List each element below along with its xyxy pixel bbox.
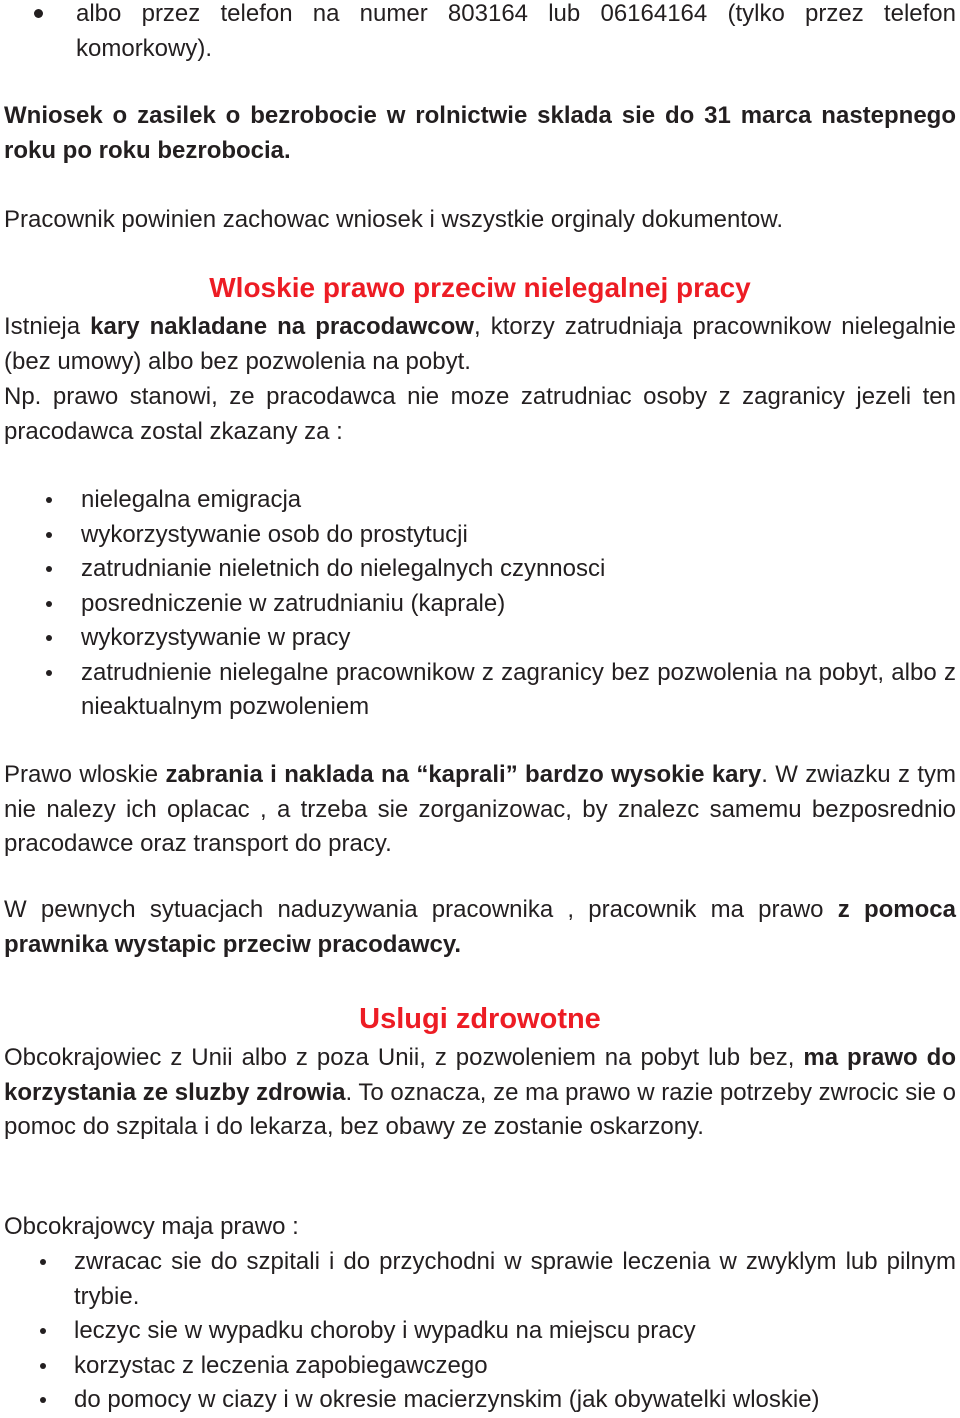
bullet-icon	[46, 532, 52, 538]
deadline-text: Wniosek o zasilek o bezrobocie w rolnictwie sklada sie do 31 marca nastepnego roku po roku bezrobocia.	[4, 102, 956, 164]
rights-intro-text: Obcokrajowcy maja prawo :	[4, 1213, 299, 1240]
list-item	[81, 656, 956, 725]
kaprale-paragraph	[4, 758, 956, 862]
list-item	[74, 1245, 956, 1314]
intro-bullet-text: albo przez telefon na numer 803164 lub 06164164 (tylko przez telefon komorkowy).	[76, 0, 956, 62]
list-item	[76, 0, 956, 66]
health-right-item-text: zwracac sie do szpitali i do przychodni w sprawie leczenia w zwyklym lub pilnym trybie.	[74, 1248, 956, 1310]
list-item	[81, 483, 956, 518]
bullet-icon	[46, 635, 52, 641]
health-rights-text-c: . To oznacza, ze ma prawo w razie potrzeby zwrocic sie o pomoc do szpitala i do lekarza, bez obawy ze zostanie oskarzony.	[4, 1078, 957, 1140]
bullet-icon	[34, 9, 43, 18]
abuse-text-a: W pewnych sytuacjach naduzywania pracownika , pracownik ma prawo	[4, 896, 838, 923]
offence-item-text: zatrudnianie nieletnich do nielegalnych czynnosci	[81, 555, 606, 582]
offence-item-text: wykorzystywanie osob do prostytucji	[81, 520, 468, 548]
penalties-text-c: , ktorzy zatrudniaja pracownikow nielegalnie (bez umowy) albo bez pozwolenia na pobyt.	[4, 313, 956, 375]
keep-documents-paragraph	[4, 203, 956, 238]
bullet-icon	[46, 601, 52, 607]
penalties-text-a: Istnieja	[4, 313, 91, 340]
illegal-work-heading	[0, 270, 960, 306]
kaprale-text-a: Prawo wloskie	[4, 761, 166, 788]
offence-item-text: posredniczenie w zatrudnianiu (kaprale)	[81, 589, 506, 617]
bullet-icon	[40, 1363, 46, 1369]
offences-list	[81, 483, 956, 725]
illegal-work-heading-text: Wloskie prawo przeciw nielegalnej pracy	[209, 272, 751, 303]
list-item	[81, 518, 956, 553]
deadline-paragraph	[4, 99, 956, 168]
penalties-paragraph	[4, 310, 956, 379]
list-item	[81, 552, 956, 587]
health-right-item-text: korzystac z leczenia zapobiegawczego	[74, 1351, 488, 1379]
list-item	[81, 587, 956, 622]
bullet-icon	[46, 566, 52, 572]
keep-documents-text: Pracownik powinien zachowac wniosek i wszystkie orginaly dokumentow.	[4, 206, 784, 233]
bullet-icon	[46, 497, 52, 503]
bullet-icon	[40, 1397, 46, 1403]
list-item	[74, 1314, 956, 1349]
kaprale-text-b: zabrania i naklada na “kaprali” bardzo wysokie kary	[165, 761, 762, 788]
health-services-heading	[0, 1000, 960, 1038]
health-rights-text-b: ma prawo do korzystania ze sluzby zdrowia	[4, 1044, 956, 1106]
intro-bullet-list	[76, 0, 956, 66]
list-item	[74, 1349, 956, 1384]
offence-item-text: nielegalna emigracja	[81, 486, 302, 513]
offence-item-text: zatrudnienie nielegalne pracownikow z zagranicy bez pozwolenia na pobyt, albo z nieaktualnym pozwoleniem	[81, 658, 956, 720]
health-services-heading-text: Uslugi zdrowotne	[359, 1003, 601, 1035]
list-item	[81, 621, 956, 656]
abuse-text-b: z pomoca prawnika wystapic przeciw pracodawcy.	[4, 896, 956, 958]
offence-item-text: wykorzystywanie w pracy	[81, 624, 351, 651]
bullet-icon	[40, 1328, 46, 1334]
health-rights-paragraph	[4, 1041, 956, 1145]
rights-intro-paragraph	[4, 1210, 956, 1245]
health-right-item-text: leczyc sie w wypadku choroby i wypadku na miejscu pracy	[74, 1317, 696, 1344]
bullet-icon	[46, 670, 52, 676]
abuse-paragraph	[4, 893, 956, 962]
bullet-icon	[40, 1259, 46, 1265]
penalties-text-b: kary nakladane na pracodawcow	[90, 313, 474, 340]
example-text: Np. prawo stanowi, ze pracodawca nie moze zatrudniac osoby z zagranicy jezeli ten pracodawca zostal zkazany za :	[4, 383, 956, 445]
example-paragraph	[4, 380, 956, 449]
kaprale-text-c: . W zwiazku z tym nie nalezy ich oplacac , a trzeba sie zorganizowac, by znalezc samemu bezposrednio pracodawce oraz transport do pracy.	[4, 761, 956, 857]
list-item	[74, 1383, 956, 1418]
health-right-item-text: do pomocy w ciazy i w okresie macierzynskim (jak obywatelki wloskie)	[74, 1386, 820, 1413]
health-rights-text-a: Obcokrajowiec z Unii albo z poza Unii, z pozwoleniem na pobyt lub bez,	[4, 1044, 804, 1071]
health-rights-list	[74, 1245, 956, 1418]
